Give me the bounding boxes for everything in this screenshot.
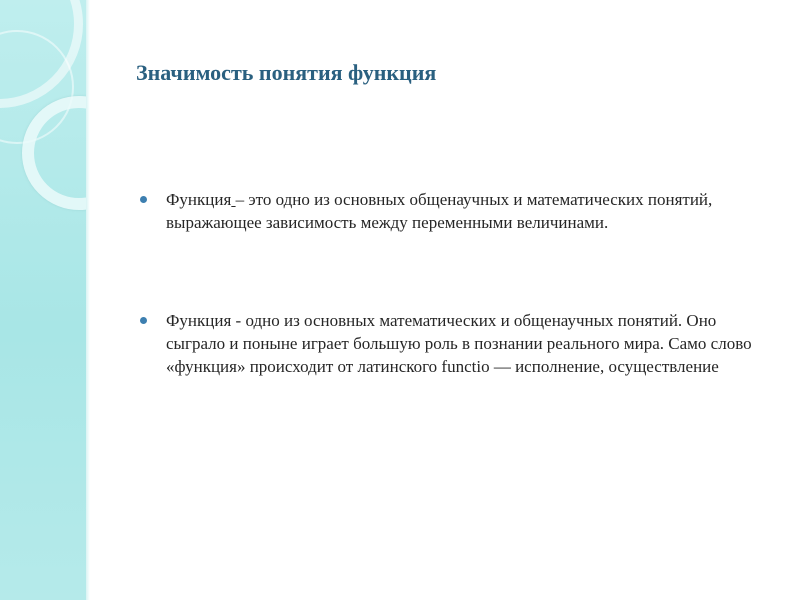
bullet-list (136, 188, 766, 378)
band-edge-divider (86, 0, 90, 600)
bullet-item-history (136, 309, 766, 378)
slide-title: Значимость понятия функция (136, 60, 437, 85)
bullet-term: Функция (166, 190, 232, 209)
bullet-item-definition (136, 188, 766, 234)
bullet-text: – это одно из основных общенаучных и математических понятий, выражающее зависимость между переменными величинами. (166, 190, 713, 232)
bullet-dot-icon (140, 317, 147, 324)
bullet-dot-icon (140, 196, 147, 203)
bullet-text: Функция - одно из основных математических и общенаучных понятий. Оно сыграло и поныне играет большую роль в познании реального мира. Само слово «функция» происходит от латинского functio — исполнение, осуществление (166, 311, 752, 376)
decorative-side-band (0, 0, 86, 600)
